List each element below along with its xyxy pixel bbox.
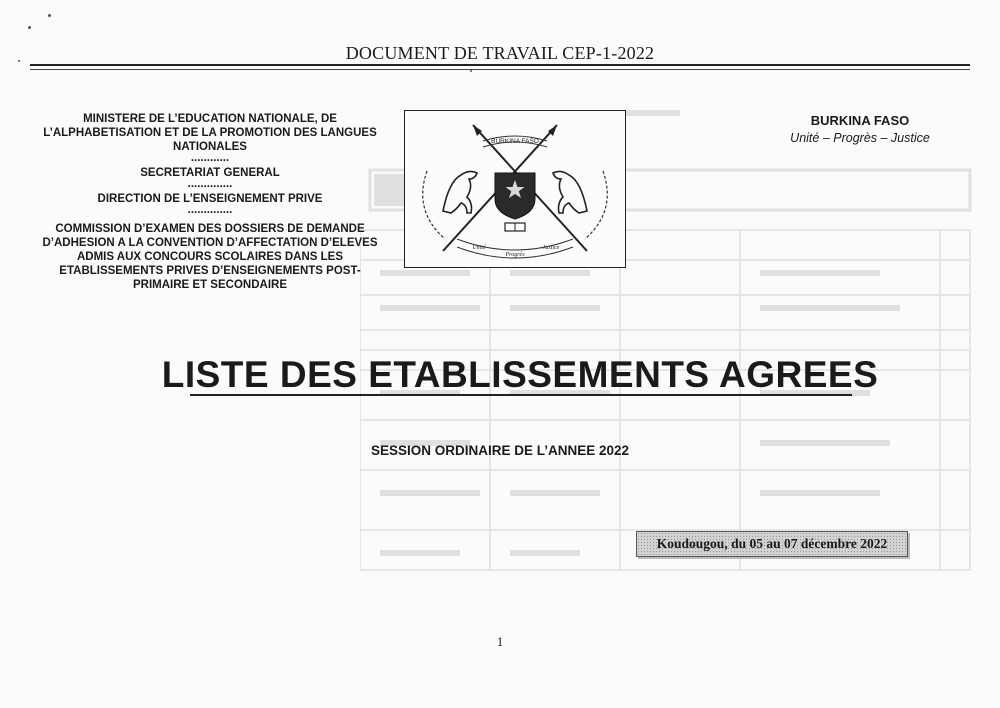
scan-speck	[18, 60, 20, 62]
ministry-line-1: MINISTERE DE L’EDUCATION NATIONALE, DE	[83, 113, 337, 125]
scan-speck	[470, 70, 472, 72]
emblem-ribbon-center: Progrès	[505, 252, 525, 258]
emblem-top-ribbon-text: BURKINA FASO	[491, 138, 539, 145]
country-block	[770, 113, 950, 145]
commission-line-1: COMMISSION D’EXAMEN DES DOSSIERS DE DEMANDE	[55, 223, 365, 235]
page-number: 1	[496, 634, 504, 649]
title-underline	[190, 394, 852, 396]
separator-dots: ............	[190, 152, 230, 164]
separator-dots: ..............	[187, 204, 233, 216]
ministry-line-3: NATIONALES	[173, 141, 247, 153]
secretariat-general: SECRETARIAT GENERAL	[140, 167, 280, 179]
coat-of-arms-frame	[404, 110, 626, 268]
ministry-block	[30, 112, 390, 292]
emblem-ribbon-left: Unité	[472, 245, 486, 251]
direction-enseignement-prive: DIRECTION DE L’ENSEIGNEMENT PRIVE	[97, 193, 323, 205]
commission-line-4: ETABLISSEMENTS PRIVES D’ENSEIGNEMENTS POST-	[59, 265, 361, 277]
commission-line-2: D’ADHESION A LA CONVENTION D’AFFECTATION D’ELEVES	[42, 237, 378, 249]
coat-of-arms-icon	[405, 111, 625, 267]
place-date-box: Koudougou, du 05 au 07 décembre 2022	[636, 531, 908, 557]
commission-line-5: PRIMAIRE ET SECONDAIRE	[133, 279, 287, 291]
emblem-ribbon-right: Justice	[542, 245, 560, 251]
scan-speck	[48, 14, 51, 17]
main-title: LISTE DES ETABLISSEMENTS AGREES	[161, 354, 879, 395]
country-motto: Unité – Progrès – Justice	[790, 131, 930, 145]
session-subtitle: SESSION ORDINAIRE DE L’ANNEE 2022	[370, 443, 630, 458]
scan-speck	[28, 26, 31, 29]
country-name: BURKINA FASO	[810, 113, 910, 128]
separator-dots: ..............	[187, 178, 233, 190]
document-header: DOCUMENT DE TRAVAIL CEP-1-2022	[345, 43, 655, 63]
ministry-line-2: L’ALPHABETISATION ET DE LA PROMOTION DES LANGUES	[43, 127, 377, 139]
commission-line-3: ADMIS AUX CONCOURS SCOLAIRES DANS LES	[76, 251, 343, 263]
